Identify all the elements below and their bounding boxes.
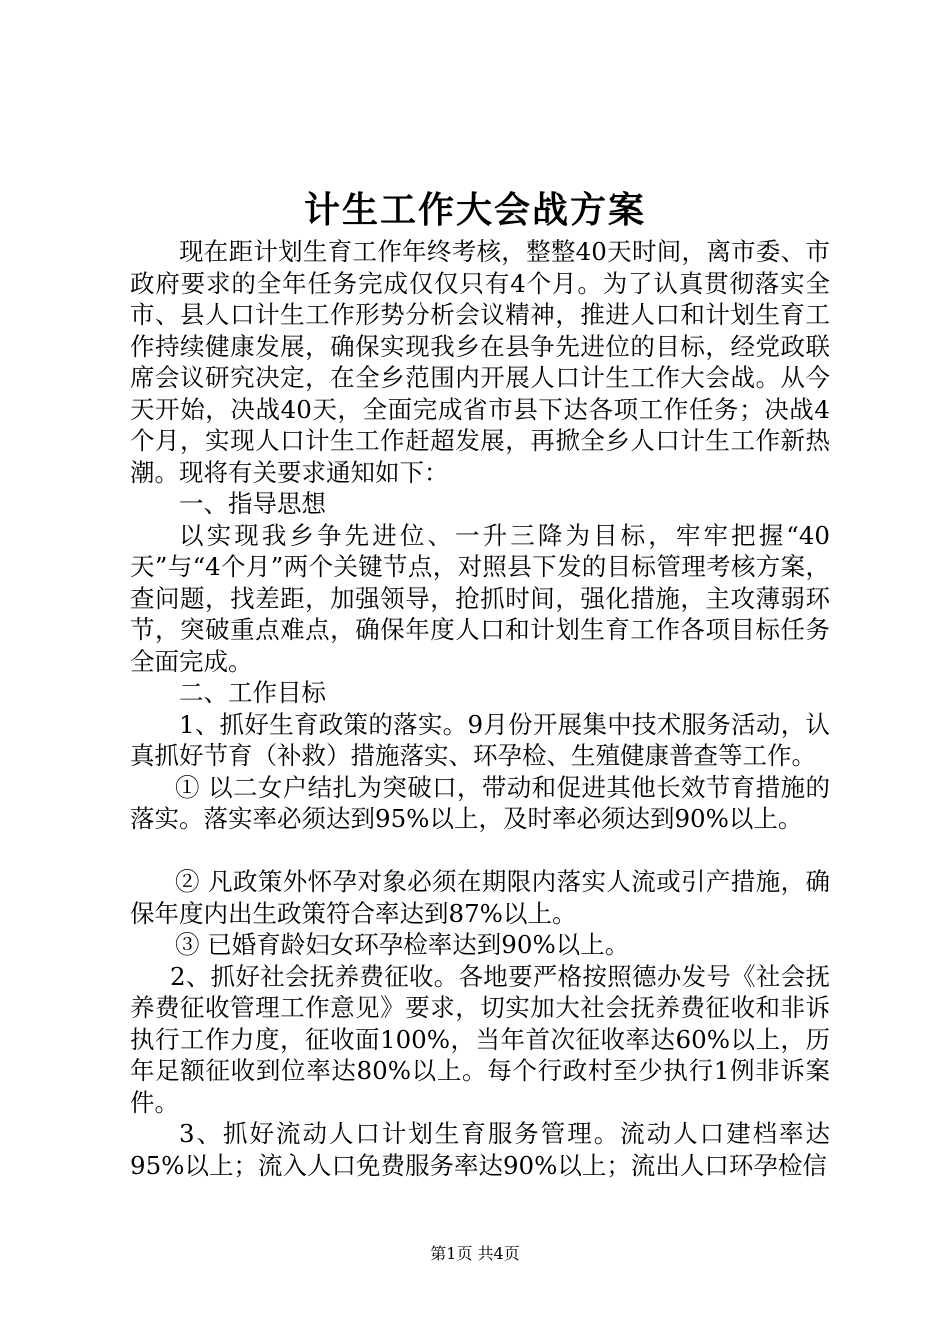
paragraph-subgoal-3: ③ 已婚育龄妇女环孕检率达到90%以上。 — [175, 930, 630, 959]
document-body — [130, 236, 830, 1181]
page-footer: 第1页 共4页 — [430, 1244, 520, 1263]
paragraph-subgoal-2: ② 凡政策外怀孕对象必须在期限内落实人流或引产措施，确保年度内出生政策符合率达到87%以上。 — [130, 867, 830, 928]
paragraph-guiding-ideology: 以实现我乡争先进位、一升三降为目标，牢牢把握“40天”与“4个月”两个关键节点，对照县下发的目标管理考核方案，查问题，找差距，加强领导，抢抓时间，强化措施，主攻薄弱环节，突破重点难点，确保年度人口和计划生育工作各项目标任务全面完成。 — [130, 520, 830, 676]
paragraph-intro: 现在距计划生育工作年终考核，整整40天时间，离市委、市政府要求的全年任务完成仅仅只有4个月。为了认真贯彻落实全市、县人口计生工作形势分析会议精神，推进人口和计划生育工作持续健康发展，确保实现我乡在县争先进位的目标，经党政联席会议研究决定，在全乡范围内开展人口计生工作大会战。从今天开始，决战40天，全面完成省市县下达各项工作任务；决战4个月，实现人口计生工作赶超发展，再掀全乡人口计生工作新热潮。现将有关要求通知如下： — [130, 237, 830, 487]
document-title: 计生工作大会战方案 — [303, 189, 646, 231]
heading-guiding-ideology: 一、指导思想 — [179, 489, 326, 518]
heading-work-goals: 二、工作目标 — [179, 678, 326, 707]
paragraph-subgoal-1: ① 以二女户结扎为突破口，带动和促进其他长效节育措施的落实。落实率必须达到95%以上，及时率必须达到90%以上。 — [130, 772, 830, 833]
paragraph-goal-2: 2、抓好社会抚养费征收。各地要严格按照德办发号《社会抚养费征收管理工作意见》要求，切实加大社会抚养费征收和非诉执行工作力度，征收面100%，当年首次征收率达60%以上，历年足额征收到位率达80%以上。每个行政村至少执行1例非诉案件。 — [130, 961, 830, 1117]
paragraph-goal-1: 1、抓好生育政策的落实。9月份开展集中技术服务活动，认真抓好节育（补救）措施落实、环孕检、生殖健康普查等工作。 — [130, 709, 830, 770]
paragraph-goal-3: 3、抓好流动人口计划生育服务管理。流动人口建档率达95%以上；流入人口免费服务率达90%以上；流出人口环孕检信 — [130, 1119, 830, 1180]
blank-line — [130, 835, 830, 867]
